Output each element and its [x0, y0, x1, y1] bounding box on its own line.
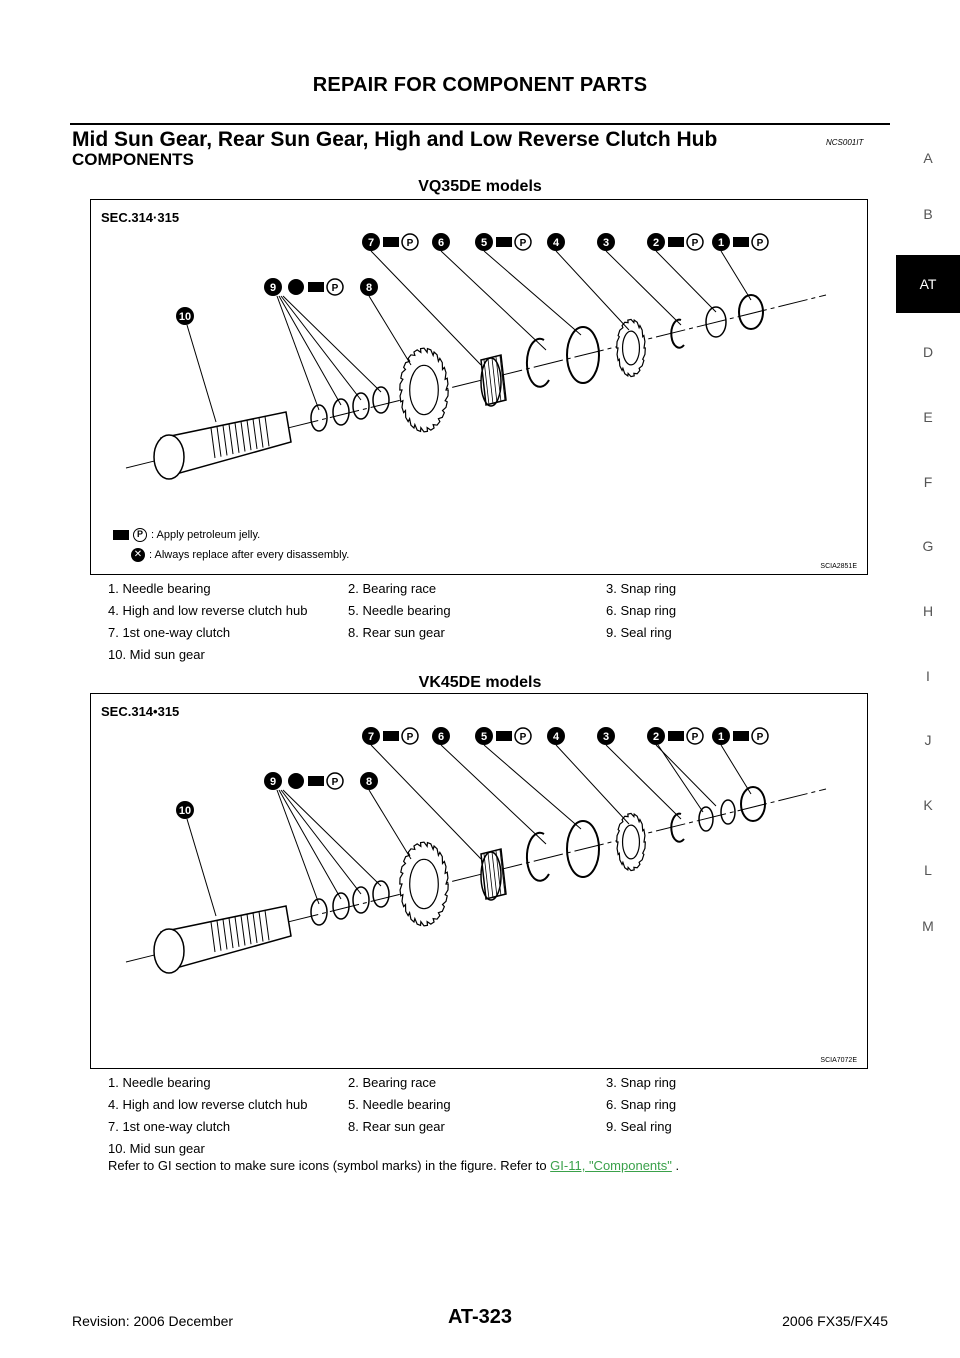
part-label: 3. Snap ring [606, 1074, 677, 1090]
petroleum-jelly-icon [668, 237, 684, 247]
callout-9 [264, 278, 282, 296]
p-symbol-icon [687, 234, 703, 250]
parts-list-2 [108, 1071, 868, 1159]
tab-f[interactable]: F [923, 474, 933, 490]
leader-line [277, 296, 319, 410]
p-symbol-icon [752, 728, 768, 744]
tab-d[interactable]: D [922, 344, 934, 360]
callout-8 [360, 772, 378, 790]
part-label: 3. Snap ring [606, 580, 677, 596]
part-label: 7. 1st one-way clutch [108, 1118, 231, 1134]
components-heading: COMPONENTS [72, 150, 194, 169]
section-code: NCS001IT [826, 138, 864, 147]
part-label: 1. Needle bearing [108, 580, 211, 596]
leader-line [283, 296, 381, 392]
svg-text:3: 3 [602, 237, 610, 249]
figure1-sec-label: SEC.314·315 [101, 210, 180, 225]
revision-label: Revision: 2006 December [72, 1313, 234, 1329]
seal-ring-2 [333, 893, 349, 919]
section-rule [70, 123, 890, 125]
figure-vq35de [90, 199, 868, 575]
svg-text:6: 6 [437, 731, 445, 743]
callout-5 [475, 233, 493, 251]
parts-row [108, 643, 868, 665]
svg-text:3: 3 [602, 731, 610, 743]
callout-4 [547, 233, 565, 251]
tab-b[interactable]: B [923, 206, 933, 222]
part-label: 1. Needle bearing [108, 1074, 211, 1090]
p-symbol-icon [327, 773, 343, 789]
legend-jelly [113, 528, 260, 542]
part-label: 8. Rear sun gear [348, 1118, 445, 1134]
tab-e[interactable]: E [923, 409, 933, 425]
leader-line [721, 251, 751, 300]
snap-ring-6-shape [527, 339, 549, 387]
leader-line [187, 819, 216, 916]
svg-text:P: P [756, 732, 764, 743]
replace-x-icon: ✕ [131, 548, 145, 562]
svg-text:1: 1 [717, 731, 725, 743]
mid-sun-gear-shape [154, 412, 291, 479]
part-label: 7. 1st one-way clutch [108, 624, 231, 640]
svg-text:P: P [331, 283, 339, 294]
leader-line [721, 745, 751, 794]
leader-line [281, 296, 361, 400]
part-label: 10. Mid sun gear [108, 1140, 205, 1156]
callout-2 [647, 727, 665, 745]
petroleum-jelly-icon [308, 776, 324, 786]
petroleum-jelly-icon [308, 282, 324, 292]
part-label: 6. Snap ring [606, 1096, 677, 1112]
seal-ring-4 [373, 881, 389, 907]
svg-text:P: P [331, 777, 339, 788]
callout-1 [712, 727, 730, 745]
clutch-hub-shape [617, 813, 646, 870]
figure-vk45de [90, 693, 868, 1069]
parts-list-1 [108, 577, 868, 665]
section-title: Mid Sun Gear, Rear Sun Gear, High and Low Reverse Clutch Hub [72, 128, 718, 151]
components-link[interactable]: GI-11, "Components" [550, 1158, 672, 1173]
seal-ring-3 [353, 393, 369, 419]
reference-note [108, 1158, 679, 1173]
leader-line [187, 325, 216, 422]
snap-ring-6-shape [527, 833, 549, 881]
p-symbol-icon [752, 234, 768, 250]
svg-text:P: P [691, 732, 699, 743]
part-label: 10. Mid sun gear [108, 646, 205, 662]
petroleum-jelly-icon [733, 237, 749, 247]
svg-text:9: 9 [269, 776, 277, 788]
svg-text:6: 6 [437, 237, 445, 249]
parts-row [108, 1093, 868, 1115]
part-label: 9. Seal ring [606, 1118, 672, 1134]
callout-8 [360, 278, 378, 296]
svg-text:10: 10 [178, 311, 192, 323]
callout-10 [176, 801, 194, 819]
leader-line [371, 745, 481, 859]
svg-text:2: 2 [652, 731, 660, 743]
part-label: 2. Bearing race [348, 1074, 437, 1090]
svg-text:8: 8 [365, 776, 373, 788]
tab-j[interactable]: J [924, 732, 932, 748]
figure2-diagram [91, 694, 869, 1070]
tab-k[interactable]: K [923, 797, 933, 813]
part-label: 4. High and low reverse clutch hub [108, 602, 308, 618]
p-symbol-icon: P [133, 528, 147, 542]
legend-replace-text: : Always replace after every disassembly. [149, 549, 350, 561]
one-way-clutch-shape [481, 355, 506, 406]
part-label: 2. Bearing race [348, 580, 437, 596]
leader-line [656, 251, 716, 312]
part-label: 5. Needle bearing [348, 602, 451, 618]
svg-text:P: P [519, 732, 527, 743]
needle-bearing-1-shape [741, 787, 765, 821]
petroleum-jelly-icon [496, 731, 512, 741]
note-text: Refer to GI section to make sure icons (symbol marks) in the figure. Refer to [108, 1158, 551, 1173]
petroleum-jelly-icon [383, 731, 399, 741]
parts-row [108, 1115, 868, 1137]
tab-l[interactable]: L [924, 862, 932, 878]
callout-3 [597, 233, 615, 251]
seal-ring-3 [353, 887, 369, 913]
seal-ring-2 [333, 399, 349, 425]
leader-line [606, 251, 681, 325]
svg-text:8: 8 [365, 282, 373, 294]
figure2-model-title: VK45DE models [418, 674, 542, 691]
tab-g[interactable]: G [922, 538, 934, 554]
leader-line [371, 251, 481, 365]
leader-line [484, 251, 581, 335]
callout-5 [475, 727, 493, 745]
callout-1 [712, 233, 730, 251]
svg-text:1: 1 [717, 237, 725, 249]
p-symbol-icon [515, 728, 531, 744]
replace-x-icon [288, 773, 304, 789]
tab-m[interactable]: M [922, 918, 934, 934]
page-header-title: REPAIR FOR COMPONENT PARTS [312, 74, 648, 96]
mid-sun-gear-shape [154, 906, 291, 973]
svg-text:P: P [756, 238, 764, 249]
tab-a[interactable]: A [923, 150, 933, 166]
rear-sun-gear-shape [400, 348, 448, 432]
p-symbol-icon [687, 728, 703, 744]
model-label: 2006 FX35/FX45 [782, 1313, 888, 1329]
leader-line [656, 745, 716, 806]
p-symbol-icon [402, 234, 418, 250]
part-label: 8. Rear sun gear [348, 624, 445, 640]
parts-row [108, 1071, 868, 1093]
svg-text:7: 7 [367, 237, 375, 249]
callout-6 [432, 233, 450, 251]
svg-text:P: P [519, 238, 527, 249]
parts-row [108, 1137, 868, 1159]
leader-line [279, 790, 341, 899]
svg-text:7: 7 [367, 731, 375, 743]
figure1-model-title: VQ35DE models [418, 178, 542, 195]
p-symbol-icon [515, 234, 531, 250]
svg-text:P: P [406, 732, 414, 743]
parts-row [108, 599, 868, 621]
svg-text:4: 4 [552, 731, 560, 743]
needle-bearing-1-shape [739, 295, 763, 329]
svg-text:5: 5 [480, 237, 488, 249]
note-suffix: . [671, 1158, 680, 1173]
page-number: AT-323 [447, 1306, 513, 1328]
svg-text:10: 10 [178, 805, 192, 817]
petroleum-jelly-icon [383, 237, 399, 247]
petroleum-jelly-icon [496, 237, 512, 247]
part-label: 4. High and low reverse clutch hub [108, 1096, 308, 1112]
seal-ring-4 [373, 387, 389, 413]
p-symbol-icon [402, 728, 418, 744]
parts-row [108, 577, 868, 599]
leader-line [658, 745, 703, 812]
petroleum-jelly-icon [733, 731, 749, 741]
figure2-sec-label: SEC.314•315 [101, 704, 180, 719]
snap-ring-3-shape [671, 320, 684, 348]
leader-line [277, 790, 319, 904]
svg-text:9: 9 [269, 282, 277, 294]
parts-row [108, 621, 868, 643]
callout-4 [547, 727, 565, 745]
leader-line [283, 790, 381, 886]
replace-x-icon [288, 279, 304, 295]
leader-line [279, 296, 341, 405]
rear-sun-gear-shape [400, 842, 448, 926]
legend-replace [131, 548, 349, 562]
petroleum-jelly-icon [113, 530, 129, 540]
figure2-code: SCIA7072E [820, 1057, 857, 1064]
leader-line [369, 296, 411, 365]
callout-6 [432, 727, 450, 745]
tab-at[interactable]: AT [896, 255, 960, 313]
leader-line [441, 251, 546, 350]
svg-text:P: P [691, 238, 699, 249]
part-label: 5. Needle bearing [348, 1096, 451, 1112]
callout-2 [647, 233, 665, 251]
clutch-hub-shape [617, 319, 646, 376]
callout-3 [597, 727, 615, 745]
svg-text:P: P [406, 238, 414, 249]
callout-7 [362, 233, 380, 251]
svg-text:2: 2 [652, 237, 660, 249]
p-symbol-icon [327, 279, 343, 295]
leader-line [441, 745, 546, 844]
leader-line [281, 790, 361, 894]
svg-text:4: 4 [552, 237, 560, 249]
legend-jelly-text: : Apply petroleum jelly. [151, 529, 261, 541]
callout-10 [176, 307, 194, 325]
part-label: 9. Seal ring [606, 624, 672, 640]
figure1-code: SCIA2851E [820, 563, 857, 570]
svg-text:5: 5 [480, 731, 488, 743]
leader-line [369, 790, 411, 859]
petroleum-jelly-icon [668, 731, 684, 741]
figure1-diagram [91, 200, 869, 576]
tab-i[interactable]: I [926, 668, 930, 684]
leader-line [484, 745, 581, 829]
leader-line [606, 745, 681, 819]
part-label: 6. Snap ring [606, 602, 677, 618]
callout-9 [264, 772, 282, 790]
tab-h[interactable]: H [922, 603, 934, 619]
callout-7 [362, 727, 380, 745]
one-way-clutch-shape [481, 849, 506, 900]
snap-ring-3-shape [671, 814, 684, 842]
